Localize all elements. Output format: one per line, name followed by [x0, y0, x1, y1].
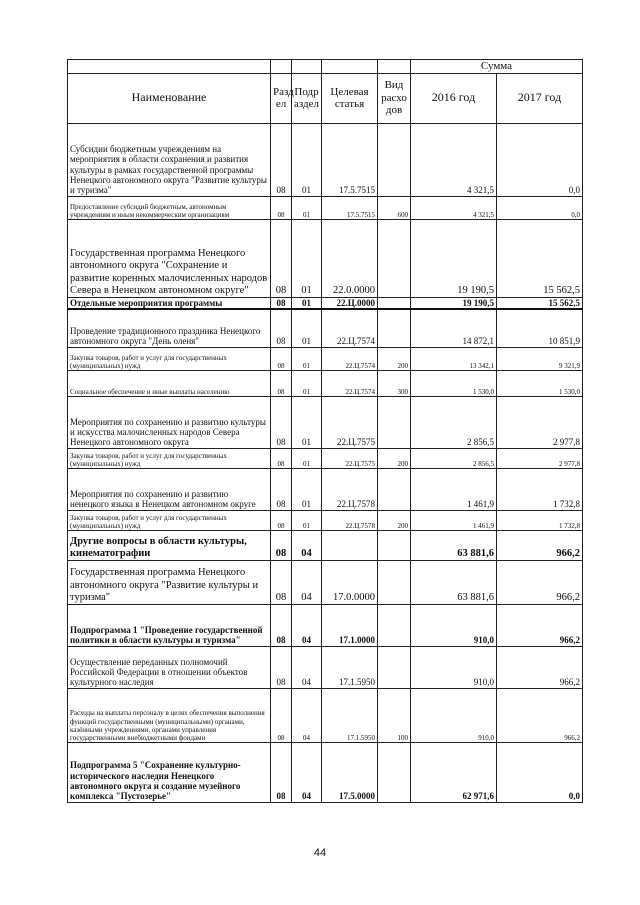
table-row: [68, 297, 583, 309]
row-podrazdel: 01: [292, 468, 322, 510]
row-2016: 910,0: [411, 688, 497, 742]
row-article: 17.1.5950: [322, 688, 378, 742]
row-2016: 14 872,1: [411, 309, 497, 347]
header-2017: 2017 год: [497, 73, 583, 123]
row-podrazdel: 01: [292, 309, 322, 347]
table-row: [68, 123, 583, 196]
row-2017: 966,2: [497, 646, 583, 688]
row-2016: 19 190,5: [411, 219, 497, 297]
row-razdel: 08: [271, 396, 292, 448]
row-article: 17.5.7515: [322, 123, 378, 196]
row-name: Социальное обеспечение и иные выплаты населению: [68, 370, 271, 396]
row-article: 22.0.0000: [322, 219, 378, 297]
row-name: Подпрограмма 1 "Проведение государственной политики в области культуры и туризма": [68, 604, 271, 646]
row-2016: 1 461,9: [411, 510, 497, 530]
row-podrazdel: 04: [292, 646, 322, 688]
row-podrazdel: 01: [292, 396, 322, 448]
row-podrazdel: 01: [292, 123, 322, 196]
row-2017: 1 530,0: [497, 370, 583, 396]
table-row: [68, 370, 583, 396]
row-podrazdel: 01: [292, 196, 322, 219]
row-razdel: 08: [271, 742, 292, 802]
row-podrazdel: 01: [292, 370, 322, 396]
row-razdel: 08: [271, 530, 292, 560]
table-row: [68, 510, 583, 530]
row-2016: 63 881,6: [411, 530, 497, 560]
row-vid: [378, 396, 411, 448]
header-row-top: [68, 60, 583, 74]
row-vid: [378, 219, 411, 297]
row-razdel: 08: [271, 370, 292, 396]
row-name: Другие вопросы в области культуры, кинематографии: [68, 530, 271, 560]
row-vid: 200: [378, 448, 411, 468]
row-2017: 9 321,9: [497, 347, 583, 370]
header-empty-cell: [68, 60, 271, 74]
row-vid: [378, 560, 411, 604]
header-row: [68, 73, 583, 123]
table-row: [68, 396, 583, 448]
table-row: [68, 468, 583, 510]
row-article: 17.5.0000: [322, 742, 378, 802]
row-name: Подпрограмма 5 "Сохранение культурно-исторического наследия Ненецкого автономного округа и создание музейного комплекса "Пустозерье": [68, 742, 271, 802]
row-article: 22.Ц.0000: [322, 297, 378, 309]
row-vid: [378, 646, 411, 688]
row-podrazdel: 01: [292, 448, 322, 468]
row-2016: 2 856,5: [411, 448, 497, 468]
row-2016: 13 342,1: [411, 347, 497, 370]
row-name: Государственная программа Ненецкого автономного округа "Сохранение и развитие коренных малочисленных народов Севера в Ненецком автономном округе": [68, 219, 271, 297]
row-article: 17.1.0000: [322, 604, 378, 646]
header-empty-cell: [292, 60, 322, 74]
row-vid: [378, 123, 411, 196]
row-2017: 1 732,8: [497, 468, 583, 510]
header-vid: Вид расхо дов: [378, 73, 411, 123]
header-empty-cell: [322, 60, 378, 74]
row-article: 17.0.0000: [322, 560, 378, 604]
row-article: [322, 530, 378, 560]
table-row: [68, 604, 583, 646]
row-name: Государственная программа Ненецкого автономного округа "Развитие культуры и туризма": [68, 560, 271, 604]
page-number: 44: [313, 847, 327, 859]
row-vid: 200: [378, 510, 411, 530]
row-razdel: 08: [271, 468, 292, 510]
row-2017: 10 851,9: [497, 309, 583, 347]
row-vid: [378, 297, 411, 309]
header-2016: 2016 год: [411, 73, 497, 123]
row-razdel: 08: [271, 309, 292, 347]
row-razdel: 08: [271, 510, 292, 530]
row-podrazdel: 04: [292, 530, 322, 560]
row-2017: 0,0: [497, 123, 583, 196]
row-vid: 200: [378, 347, 411, 370]
row-razdel: 08: [271, 604, 292, 646]
row-razdel: 08: [271, 196, 292, 219]
header-empty-cell: [271, 60, 292, 74]
row-vid: [378, 604, 411, 646]
table-body: [68, 123, 583, 802]
row-2016: 62 971,6: [411, 742, 497, 802]
row-vid: [378, 530, 411, 560]
row-article: 22.Ц.7574: [322, 347, 378, 370]
row-razdel: 08: [271, 123, 292, 196]
row-article: 22.Ц.7578: [322, 468, 378, 510]
row-2016: 4 321,5: [411, 196, 497, 219]
row-2016: 19 190,5: [411, 297, 497, 309]
row-vid: 100: [378, 688, 411, 742]
row-name: Предоставление субсидий бюджетным, автономным учреждениям и иным некоммерческим организациям: [68, 196, 271, 219]
row-2017: 2 977,8: [497, 396, 583, 448]
row-article: 17.5.7515: [322, 196, 378, 219]
header-article: Целевая статья: [322, 73, 378, 123]
row-name: Мероприятия по сохранению и развитию культуры и искусства малочисленных народов Севера Ненецкого автономного округа: [68, 396, 271, 448]
table-row: [68, 742, 583, 802]
row-2017: 966,2: [497, 530, 583, 560]
row-podrazdel: 04: [292, 604, 322, 646]
row-2016: 2 856,5: [411, 396, 497, 448]
row-name: Закупка товаров, работ и услуг для государственных (муниципальных) нужд: [68, 347, 271, 370]
row-podrazdel: 04: [292, 560, 322, 604]
header-podrazdel: Подр аздел: [292, 73, 322, 123]
row-podrazdel: 04: [292, 742, 322, 802]
row-article: 22.Ц.7575: [322, 396, 378, 448]
table-row: [68, 688, 583, 742]
row-name: Закупка товаров, работ и услуг для государственных (муниципальных) нужд: [68, 510, 271, 530]
row-vid: [378, 742, 411, 802]
row-razdel: 08: [271, 646, 292, 688]
row-razdel: 08: [271, 297, 292, 309]
row-2016: 910,0: [411, 646, 497, 688]
row-podrazdel: 04: [292, 688, 322, 742]
row-2017: 15 562,5: [497, 219, 583, 297]
row-2016: 1 530,0: [411, 370, 497, 396]
row-article: 22.Ц.7575: [322, 448, 378, 468]
row-vid: [378, 468, 411, 510]
row-vid: [378, 309, 411, 347]
row-article: 17.1.5950: [322, 646, 378, 688]
row-razdel: 08: [271, 219, 292, 297]
table-row: [68, 646, 583, 688]
row-2017: 15 562,5: [497, 297, 583, 309]
row-2017: 966,2: [497, 560, 583, 604]
table-row: [68, 560, 583, 604]
row-razdel: 08: [271, 347, 292, 370]
row-podrazdel: 01: [292, 510, 322, 530]
row-2016: 1 461,9: [411, 468, 497, 510]
row-name: Мероприятия по сохранению и развитию ненецкого языка в Ненецком автономном округе: [68, 468, 271, 510]
row-2016: 4 321,5: [411, 123, 497, 196]
row-razdel: 08: [271, 560, 292, 604]
header-razdel: Разд ел: [271, 73, 292, 123]
row-name: Проведение традиционного праздника Ненецкого автономного округа "День оленя": [68, 309, 271, 347]
row-vid: 600: [378, 196, 411, 219]
row-name: Отдельные мероприятия программы: [68, 297, 271, 309]
row-name: Осуществление переданных полномочий Российской Федерации в отношении объектов культурного наследия: [68, 646, 271, 688]
row-name: Субсидии бюджетным учреждениям на мероприятия в области сохранения и развития культуры в рамках государственной программы Ненецкого автономного округа "Развитие культуры и туризма": [68, 123, 271, 196]
row-name: Закупка товаров, работ и услуг для государственных (муниципальных) нужд: [68, 448, 271, 468]
header-empty-cell: [378, 60, 411, 74]
header-sum: Сумма: [411, 60, 583, 74]
row-2016: 910,0: [411, 604, 497, 646]
table-row: [68, 219, 583, 297]
row-article: 22.Ц.7578: [322, 510, 378, 530]
row-article: 22.Ц.7574: [322, 309, 378, 347]
table-row: [68, 448, 583, 468]
row-podrazdel: 01: [292, 297, 322, 309]
row-2017: 1 732,8: [497, 510, 583, 530]
row-vid: 300: [378, 370, 411, 396]
table-row: [68, 196, 583, 219]
row-2017: 0,0: [497, 196, 583, 219]
row-article: 22.Ц.7574: [322, 370, 378, 396]
row-2017: 0,0: [497, 742, 583, 802]
budget-table-container: [67, 59, 582, 803]
budget-table: [67, 59, 583, 803]
row-razdel: 08: [271, 448, 292, 468]
row-2017: 2 977,8: [497, 448, 583, 468]
header-name: Наименование: [68, 73, 271, 123]
row-podrazdel: 01: [292, 219, 322, 297]
row-name: Расходы на выплаты персоналу в целях обеспечения выполнения функций государственными (муниципальными) органами, казёнными учреждениями, органами управления государственными внебюджетными фондами: [68, 688, 271, 742]
table-row: [68, 309, 583, 347]
row-razdel: 08: [271, 688, 292, 742]
row-2017: 966,2: [497, 688, 583, 742]
row-2017: 966,2: [497, 604, 583, 646]
table-row: [68, 530, 583, 560]
row-2016: 63 881,6: [411, 560, 497, 604]
table-row: [68, 347, 583, 370]
row-podrazdel: 01: [292, 347, 322, 370]
